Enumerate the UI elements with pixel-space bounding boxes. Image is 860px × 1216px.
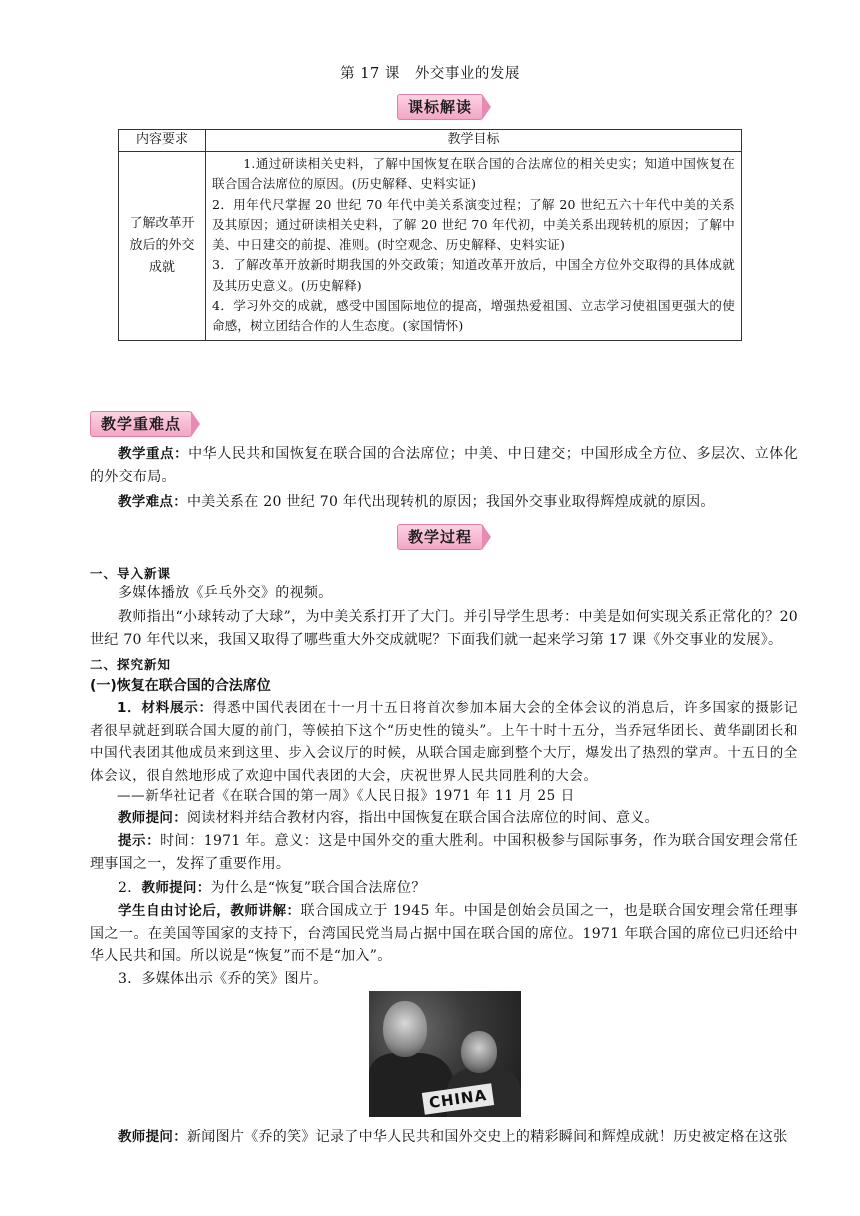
question-1-label: 教师提问： [118, 810, 187, 826]
china-nameplate: CHINA [422, 1083, 494, 1115]
banner-curriculum-label: 课标解读 [397, 94, 483, 120]
teaching-difficulty [90, 491, 798, 514]
material-1-text: 得悉中国代表团在十一月十五日将首次参加本届大会的全体会议的消息后，许多国家的摄影记者很早就赶到联合国大厦的前门，等候拍下这个“历史性的镜头”。上午十时十五分，当乔冠华团长、黄华副团长和中国代表团其他成员来到这里、步入会议厅的时候，从联合国走廊到整个大厅，爆发出了热烈的掌声。十五日的全体会议，很自然地形成了欢迎中国代表团的大会，庆祝世界人民共同胜利的大会。 [90, 700, 799, 784]
intro-paragraph-2: 教师指出“小球转动了大球”，为中美关系打开了大门。并引导学生思考：中美是如何实现关系正常化的？20 世纪 70 年代以来，我国又取得了哪些重大外交成就呢？下面我们就一起来学习第 17 课《外交事业的发展》。 [90, 609, 798, 648]
question-1-text: 阅读材料并结合教材内容，指出中国恢复在联合国合法席位的时间、意义。 [187, 810, 659, 826]
banner-key-points-label: 教学重难点 [90, 411, 192, 437]
question-2 [90, 877, 798, 900]
teaching-difficulty-label: 教学难点： [118, 494, 187, 510]
goals-table [118, 129, 742, 341]
discussion-label: 学生自由讨论后，教师讲解： [118, 903, 301, 919]
material-1-source: ——新华社记者《在联合国的第一周》《人民日报》1971 年 11 月 25 日 [117, 788, 575, 804]
hint-1-label: 提示： [118, 833, 161, 849]
question-3 [90, 1126, 798, 1149]
question-2-label: 教师提问： [141, 880, 211, 896]
item-3: 3．多媒体出示《乔的笑》图片。 [118, 971, 328, 987]
banner-process-label: 教学过程 [397, 524, 483, 550]
goal-item-1: 1.通过研读相关史料，了解中国恢复在联合国的合法席位的相关史实；知道中国恢复在联合国合法席位的原因。(历史解释、史料实证) [212, 156, 735, 192]
banner-arrow-icon [482, 94, 491, 120]
material-1 [90, 697, 798, 787]
goal-item-2: 2．用年代尺掌握 20 世纪 70 年代中美关系演变过程；了解 20 世纪五六十年代中美的关系及其原因；通过研读相关史料，了解 20 世纪 70 年代初，中美关系出现转机的原因；了解中美、中日建交的前提、准则。(时空观念、历史解释、史料实证) [212, 196, 735, 253]
goals-table-row [119, 152, 742, 341]
banner-process [397, 524, 491, 550]
teaching-focus-label: 教学重点： [118, 446, 189, 462]
goals-header-right: 教学目标 [206, 130, 742, 152]
banner-curriculum [397, 94, 491, 120]
teaching-focus-text: 中华人民共和国恢复在联合国的合法席位；中美、中日建交；中国形成全方位、多层次、立体化的外交布局。 [90, 446, 798, 485]
goal-item-4: 4．学习外交的成就，感受中国国际地位的提高，增强热爱祖国、立志学习使祖国更强大的使命感，树立团结合作的人生态度。(家国情怀) [212, 298, 735, 334]
question-3-text: 新闻图片《乔的笑》记录了中华人民共和国外交史上的精彩瞬间和辉煌成就！历史被定格在这张 [187, 1129, 788, 1145]
goals-objectives [206, 152, 742, 341]
discussion-explanation [90, 900, 798, 968]
banner-arrow-icon [191, 411, 200, 437]
question-3-label: 教师提问： [118, 1129, 187, 1145]
section-heading-explore: 二、探究新知 [90, 657, 172, 672]
hint-1 [90, 830, 798, 875]
section-heading-intro: 一、导入新课 [90, 566, 172, 581]
banner-arrow-icon [482, 524, 491, 550]
goals-requirement-text: 了解改革开放后的外交成就 [129, 215, 195, 275]
goals-header-left: 内容要求 [119, 130, 206, 152]
banner-key-points [90, 411, 200, 437]
question-2-number: 2． [118, 880, 142, 896]
goals-table-header-row [119, 130, 742, 152]
teaching-focus [90, 443, 798, 488]
subheading-un-seat: (一)恢复在联合国的合法席位 [90, 678, 271, 694]
teaching-difficulty-text: 中美关系在 20 世纪 70 年代出现转机的原因；我国外交事业取得辉煌成就的原因。 [187, 494, 715, 510]
goal-item-3: 3．了解改革开放新时期我国的外交政策；知道改革开放后，中国全方位外交取得的具体成就及其历史意义。(历史解释) [212, 257, 735, 293]
qiao-smile-photo [369, 991, 521, 1117]
question-1 [90, 807, 798, 830]
hint-1-text: 时间：1971 年。意义：这是中国外交的重大胜利。中国积极参与国际事务，作为联合国安理会常任理事国之一，发挥了重要作用。 [90, 833, 798, 872]
lesson-title: 第 17 课 外交事业的发展 [340, 66, 520, 82]
goals-requirement [119, 152, 206, 341]
intro-paragraph-1: 多媒体播放《乒乓外交》的视频。 [118, 585, 333, 601]
discussion-text: 联合国成立于 1945 年。中国是创始会员国之一，也是联合国安理会常任理事国之一。在美国等国家的支持下，台湾国民党当局占据中国在联合国的席位。1971 年联合国的席位已归还给中华人民共和国。所以说是“恢复”而不是“加入”。 [90, 903, 798, 964]
question-2-text: 为什么是“恢复”联合国合法席位？ [210, 880, 426, 896]
material-1-label: 1．材料展示： [117, 700, 213, 716]
